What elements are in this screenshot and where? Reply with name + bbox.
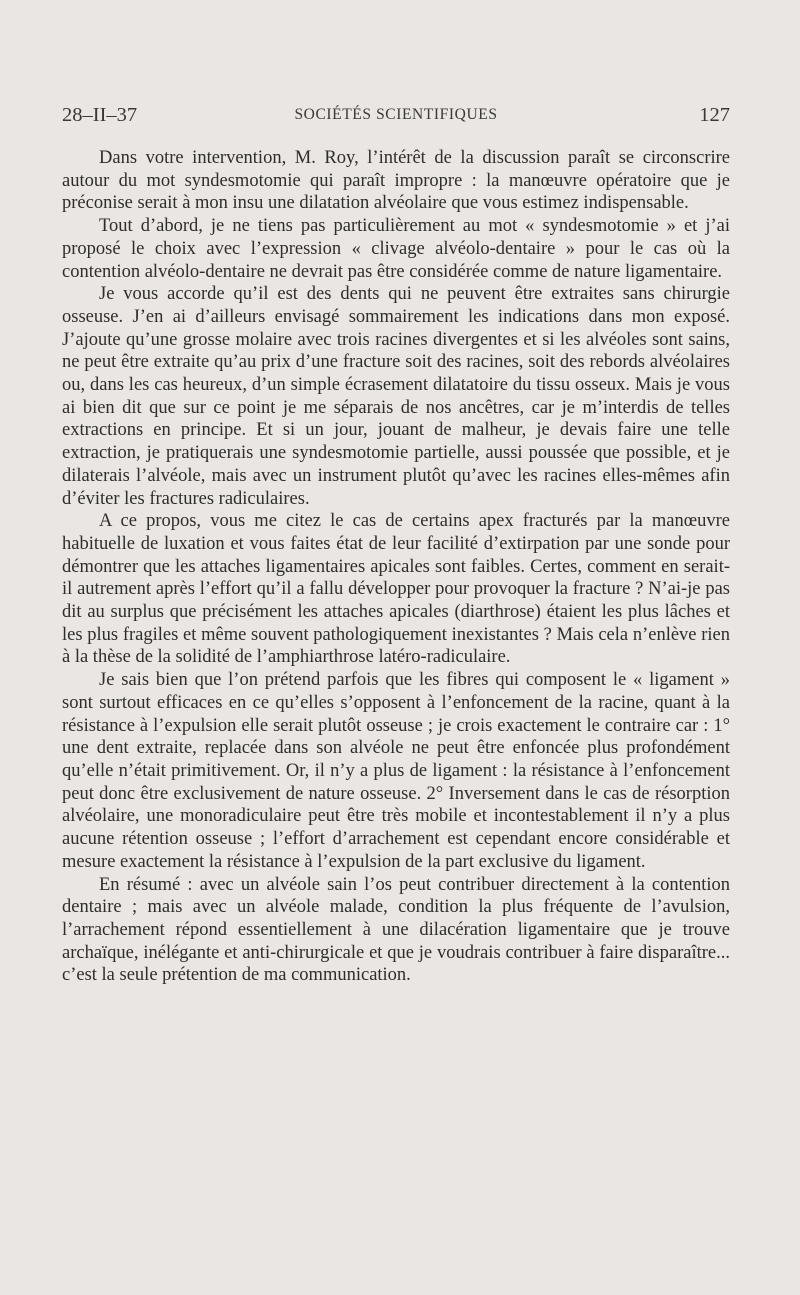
paragraph-5: Je sais bien que l’on prétend parfois que les fibres qui composent le « ligament » sont surtout efficaces en ce qu’elles s’opposent à l’enfoncement de la racine, quant à la résistance à l’expulsion elle serait plutôt osseuse ; je crois exactement le contraire car : 1° une dent extraite, replacée dans son alvéole ne peut être enfoncée plus profondément qu’elle n’était primitivement. Or, il n’y a plus de ligament : la résistance à l’enfoncement peut donc être exclusivement de nature osseuse. 2° Inversement dans le cas de résorption alvéolaire, une monoradiculaire peut être très mobile et incontestablement il n’y a plus aucune rétention osseuse ; l’effort d’arrachement est cependant encore considérable et mesure exactement la résistance à l’expulsion de la part exclusive du ligament.	[62, 670, 730, 872]
paragraph-2: Tout d’abord, je ne tiens pas particulièrement au mot « syndesmotomie » et j’ai proposé le choix avec l’expression « clivage alvéolo-dentaire » pour le cas où la contention alvéolo-dentaire ne devrait pas être considérée comme de nature ligamentaire.	[62, 216, 730, 282]
running-head	[62, 104, 730, 128]
article-body	[62, 147, 730, 987]
paragraph-6: En résumé : avec un alvéole sain l’os peut contribuer directement à la contention dentaire ; mais avec un alvéole malade, condition la plus fréquente de l’avulsion, l’arrachement répond essentiellement à une dilacération ligamentaire que je trouve archaïque, inélégante et anti-chirurgicale et que je voudrais contribuer à faire disparaître... c’est la seule prétention de ma communication.	[62, 874, 730, 986]
header-date: 28–II–37	[62, 104, 138, 126]
paragraph-4: A ce propos, vous me citez le cas de certains apex fracturés par la manœuvre habituelle de luxation et vous faites état de leur facilité d’extirpation par une sonde pour démontrer que les attaches ligamentaires apicales sont faibles. Certes, comment en serait-il autrement après l’effort qu’il a fallu développer pour provoquer la fracture ? N’ai-je pas dit au surplus que précisément les attaches apicales (diarthrose) étaient les plus lâches et les plus fragiles et même souvent pathologiquement inexistantes ? Mais cela n’enlève rien à la thèse de la solidité de l’amphiarthrose latéro-radiculaire.	[62, 511, 730, 668]
page-number: 127	[699, 104, 730, 126]
paragraph-3: Je vous accorde qu’il est des dents qui ne peuvent être extraites sans chirurgie osseuse. J’en ai d’ailleurs envisagé sommairement les indications dans mon exposé. J’ajoute qu’une grosse molaire avec trois racines divergentes et si les alvéoles sont sains, ne peut être extraite qu’au prix d’une fracture soit des racines, soit des rebords alvéolaires ou, dans les cas heureux, d’un simple écrasement dilatatoire du tissu osseux. Mais je vous ai bien dit que sur ce point je me séparais de nos ancêtres, car je m’interdis de telles extractions en principe. Et si un jour, jouant de malheur, je devais faire une telle extraction, je pratiquerais une syndesmotomie partielle, aussi poussée que possible, et je dilaterais l’alvéole, mais avec un instrument plutôt qu’avec les racines elles-mêmes afin d’éviter les fractures radiculaires.	[62, 284, 730, 509]
header-section-title: SOCIÉTÉS SCIENTIFIQUES	[294, 106, 498, 123]
paragraph-1: Dans votre intervention, M. Roy, l’intérêt de la discussion paraît se circonscrire autour du mot syndesmotomie qui paraît impropre : la manœuvre opératoire que je préconise serait à mon insu une dilatation alvéolaire que vous estimez indispensable.	[62, 148, 730, 214]
